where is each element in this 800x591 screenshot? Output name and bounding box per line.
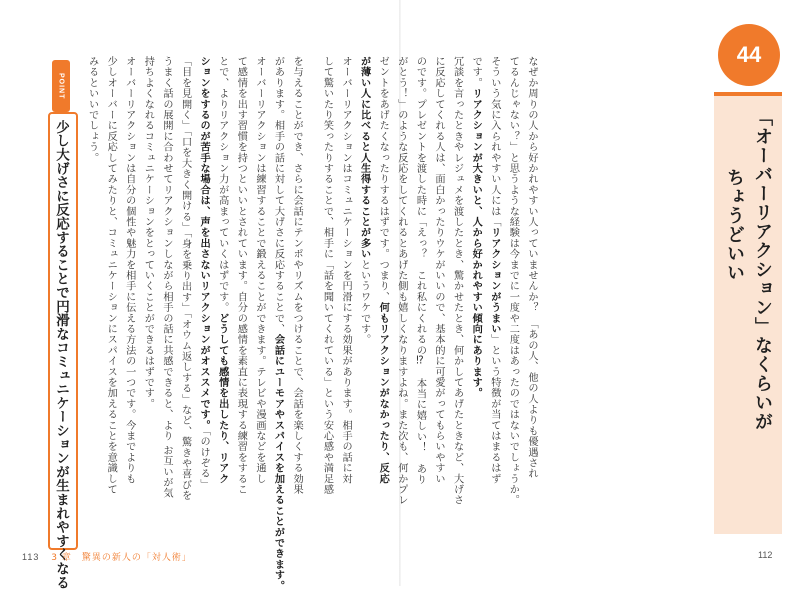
left_page-emphasis-text: ることができます。 bbox=[272, 494, 284, 591]
right_page-text-run: 冗談を言ったときやレジュメを渡したとき、驚かせたとき、何かしてあげたときなど、大げさ bbox=[451, 56, 463, 506]
right_page-paragraph bbox=[373, 56, 466, 526]
left_page-text-run: 「目を見開く」「口を大きく開ける」「身を乗り出す」「オウム返しする」など、驚きや喜びを bbox=[179, 56, 191, 501]
right_page-text-run: に反応してくれる人は、面白かったりウケがいいので、基本的に可愛がってもらいやすい bbox=[433, 56, 445, 484]
right_page-paragraph bbox=[354, 56, 373, 526]
section-title-line-2: ちょうどいい bbox=[724, 168, 745, 282]
left_page-text-run: があります。相手の話に対して大げさに反応することで、 bbox=[272, 56, 284, 335]
left_page-text-run: うまく話の展開に合わせてリアクションしながら相手の話に共感できると、より お互いが気 bbox=[160, 56, 172, 499]
right_page-emphasis-text: リアクションがうまい bbox=[488, 227, 500, 335]
left_page-text-run: 「のけぞる」 bbox=[198, 430, 210, 490]
left_page-paragraph bbox=[268, 56, 305, 591]
right_page-emphasis-text: リアクションが大きいと、人から好かれやすい傾向にあります。 bbox=[470, 88, 482, 399]
right_page-text-run: がとう！」のような反応をしてくれるとあげた側も嬉しくなりますよね。また次も、何かプレ bbox=[395, 56, 407, 506]
right_page-paragraph bbox=[317, 56, 354, 526]
left_page-paragraph bbox=[138, 56, 212, 526]
left_page-text-run: て感情を出す習慣を持つといいとされています。自分の感情を素直に表現する練習をするこ bbox=[235, 56, 247, 495]
right_page-text-run: そういう気に入られやすい人には「 bbox=[488, 56, 500, 228]
chapter-running-head: 3 章 驚異の新人の「対人術」 bbox=[51, 553, 192, 563]
left_page-text-run: オーバーリアクションは自分の個性や魅力を相手に伝える方法の一つです。今までよりも bbox=[123, 56, 135, 484]
right_page-text-run: して驚いたり笑ったりすることで、相手に「話を聞いてくれている」という安心感や満足感 bbox=[321, 56, 333, 495]
left_page-text-run: 少しオーバーに反応してみたりと、コミュニケーションにスパイスを加えることを意識して bbox=[105, 56, 117, 495]
left_page-text-run: を与えることができ、さらに会話にテンポやリズムをつけることで、会話を楽しくする効果 bbox=[291, 56, 303, 495]
right_page-text-run: オーバーリアクションはコミュニケーションを円滑にする効果があります。相手の話に対 bbox=[340, 56, 352, 484]
section-title bbox=[722, 108, 774, 431]
left_page-text-run: オーバーリアクションは練習することで鍛えることができます。テレビや漫画などを通し bbox=[253, 56, 265, 484]
right_page-text-run: なぜか周りの人から好かれやすい人っていませんか？ 「あの人、他の人よりも優遇され bbox=[526, 56, 537, 479]
left-footer bbox=[22, 550, 192, 563]
left_page-paragraph bbox=[212, 56, 268, 526]
section-number: 44 bbox=[736, 42, 762, 67]
left_page-text-run: 持ちよくなれるコミュニケーションをとっていくことができるはずです。 bbox=[142, 56, 154, 410]
left_page-text-run: みるといいでしょう。 bbox=[86, 56, 98, 163]
right-page-body bbox=[317, 56, 540, 526]
left_page-text-run: とで、よりリアクション力が高まっていくはずです。 bbox=[216, 56, 228, 313]
point-label: POINT bbox=[57, 72, 65, 100]
left_page-emphasis-text: ションをするのが苦手な場合は、声を出さないリアクションがオススメです。 bbox=[198, 56, 210, 431]
right_page-text-run: てるんじゃない？」と思うような経験は今までに一度や二度はあったのではないでしょうか。 bbox=[507, 56, 519, 506]
right_page-emphasis-text: が薄い人に比べると人生得することが多い bbox=[358, 56, 370, 260]
left_page-paragraph bbox=[82, 56, 138, 526]
right_page-text-run: というワケです。 bbox=[358, 259, 370, 345]
point-label-tab bbox=[52, 60, 70, 112]
left_page-emphasis-text: 会話にユーモアやスパイスを加え bbox=[272, 334, 284, 495]
section-number-badge bbox=[718, 24, 780, 86]
right_page-text-run: です。 bbox=[470, 56, 482, 89]
page-number-left: 113 bbox=[22, 552, 40, 562]
right_page-paragraph bbox=[466, 56, 540, 526]
left_page-emphasis-text: どうしても感情を出したり、リアク bbox=[216, 312, 228, 485]
right_page-emphasis-text: 何もリアクションがなかったり、反応 bbox=[377, 302, 389, 485]
right_page-text-run: 」という特徴が当てはまるはず bbox=[488, 334, 500, 485]
point-summary: 少し大げさに反応することで円滑なコミュニケーションが生まれやすくなる bbox=[53, 120, 69, 590]
right_page-text-run: ゼントをあげたくなったりするはずです。つまり、 bbox=[377, 56, 389, 303]
right_page-text-run: のです。プレゼントを渡した時に「えっ？ これ私にくれるの⁉ 本当に嬉しい！ あり bbox=[414, 56, 426, 485]
page-number-right: 112 bbox=[758, 550, 773, 560]
section-title-line-1: 「オーバーリアクション」なくらいが bbox=[752, 108, 773, 431]
